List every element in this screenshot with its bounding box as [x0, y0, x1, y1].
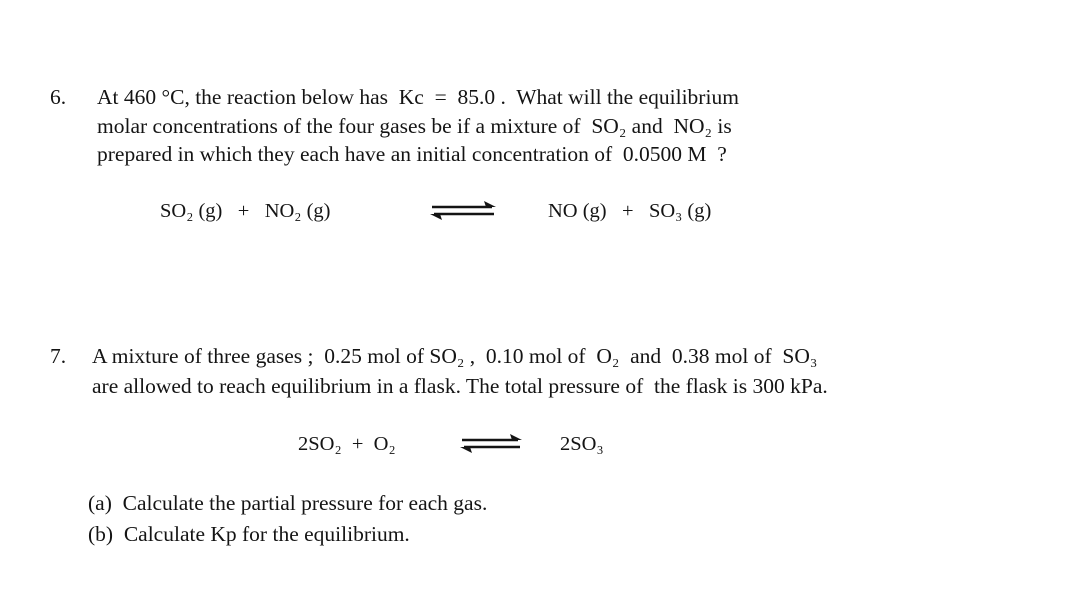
equilibrium-arrow-icon — [428, 199, 500, 221]
question-7-part-b: (b) Calculate Kp for the equilibrium. — [88, 522, 410, 546]
question-6-equation-products: NO (g) + SO₃ (g) — [548, 200, 712, 222]
question-7-part-a: (a) Calculate the partial pressure for each gas. — [88, 491, 488, 515]
question-6-equation-reactants: SO₂ (g) + NO₂ (g) — [160, 200, 331, 222]
equilibrium-arrow-icon — [458, 432, 526, 454]
question-6-line-3: prepared in which they each have an initial concentration of 0.0500 M ? — [97, 142, 727, 166]
question-7-equation-reactants: 2SO₂ + O₂ — [298, 433, 396, 455]
question-6-number: 6. — [50, 85, 67, 109]
question-7-line-1: A mixture of three gases ; 0.25 mol of SO₂ , 0.10 mol of O₂ and 0.38 mol of SO₃ — [92, 344, 818, 368]
question-6-line-1: At 460 °C, the reaction below has Kc = 85.0 . What will the equilibrium — [97, 85, 739, 109]
question-7-number: 7. — [50, 344, 67, 368]
question-7-equation-products: 2SO₃ — [560, 433, 604, 455]
question-7-line-2: are allowed to reach equilibrium in a flask. The total pressure of the flask is 300 kPa. — [92, 374, 828, 398]
question-6-line-2: molar concentrations of the four gases be if a mixture of SO₂ and NO₂ is — [97, 114, 732, 138]
